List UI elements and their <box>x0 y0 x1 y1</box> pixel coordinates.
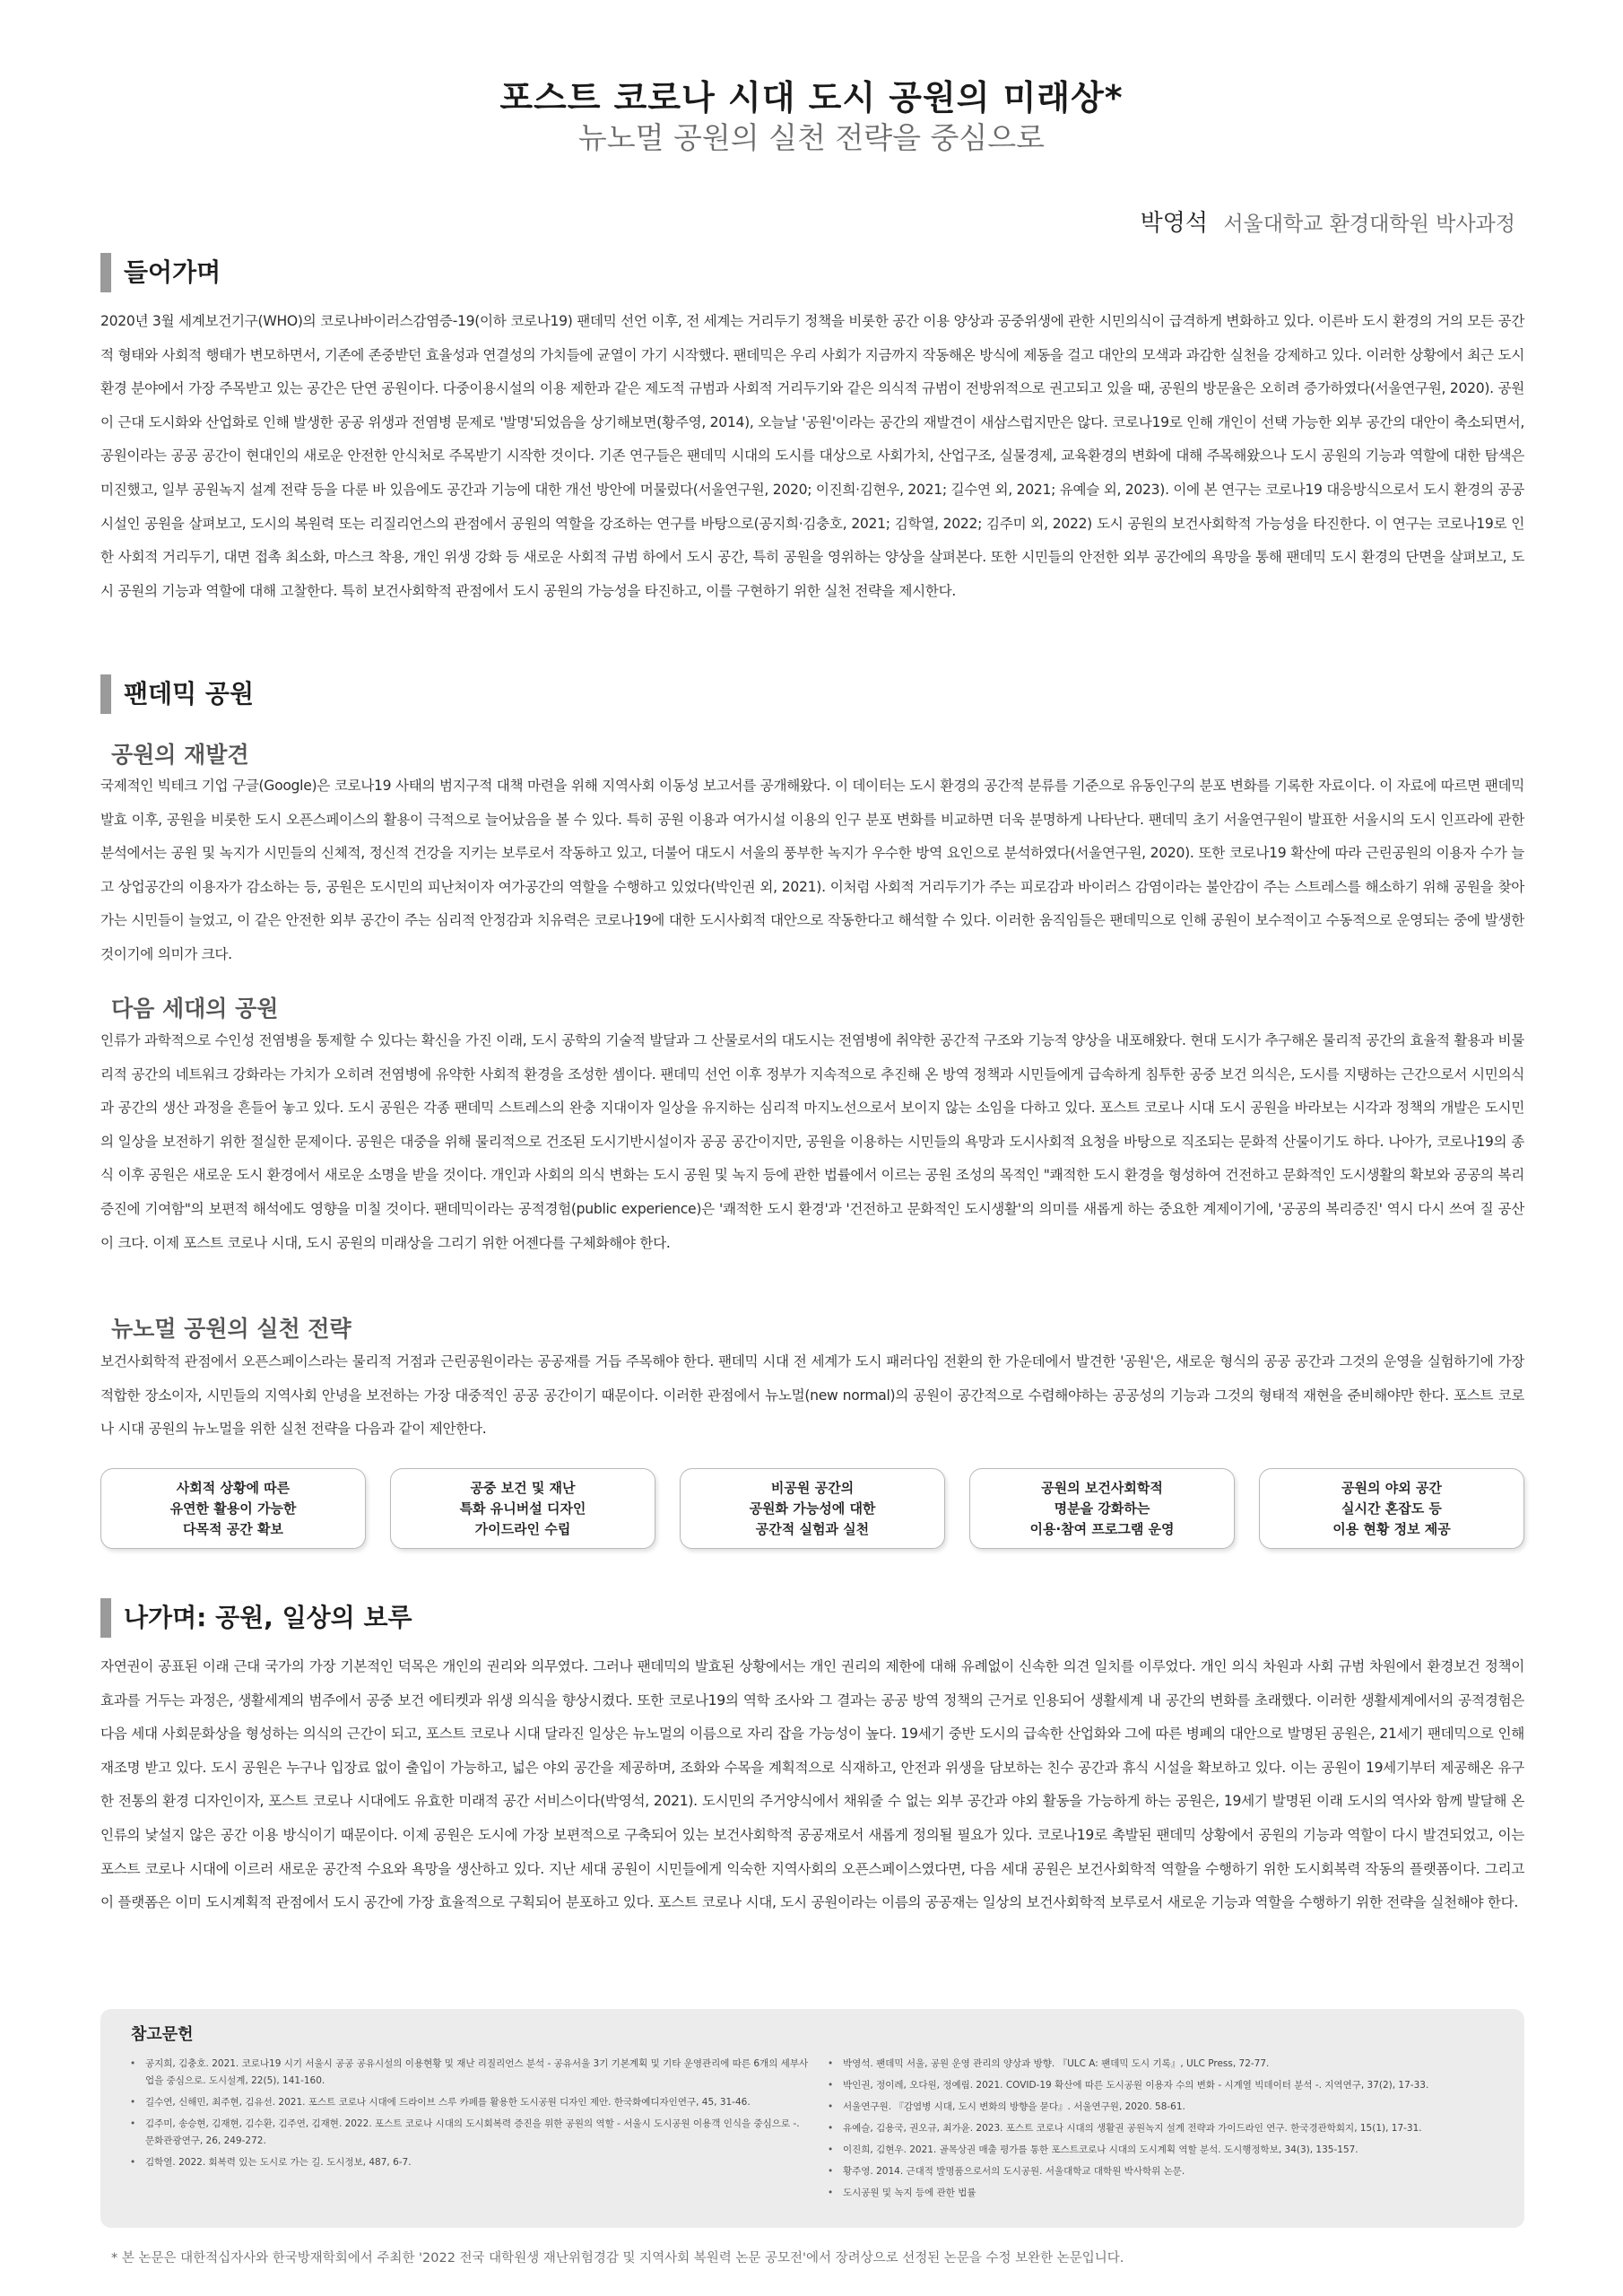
reference-item: • 서울연구원. 『감염병 시대, 도시 변화의 방향을 묻다』. 서울연구원, 2020. 58-61. <box>825 2099 1506 2116</box>
footnote: * 본 논문은 대한적십자사와 한국방재학회에서 주최한 '2022 전국 대학원생 재난위험경감 및 지역사회 복원력 논문 공모전'에서 장려상으로 선정된 논문을 수정 보완한 논문입니다. <box>111 2251 1124 2266</box>
reference-item: • 김주미, 송승현, 김재현, 김수환, 김주연, 김재현. 2022. 포스트 코로나 시대의 도시회복력 증진을 위한 공원의 역할 - 서울시 도시공원 이용객 인식을 중심으로 -. 문화관광연구, 26, 249-272. <box>127 2116 809 2150</box>
subheading-rediscovery: 공원의 재발견 <box>111 742 249 768</box>
section-heading-pandemic: 팬데믹 공원 <box>100 674 254 714</box>
subheading-strategy: 뉴노멀 공원의 실천 전략 <box>111 1316 352 1342</box>
strategy-box: 공원의 보건사회학적 명분을 강화하는 이용·참여 프로그램 운영 <box>969 1468 1235 1549</box>
references-left-column <box>127 2056 809 2176</box>
rediscovery-paragraph: 국제적인 빅테크 기업 구글(Google)은 코로나19 사태의 범지구적 대책 마련을 위해 지역사회 이동성 보고서를 공개해왔다. 이 데이터는 도시 환경의 공간적 분류를 기준으로 유동인구의 분포 변화를 기록한 자료이다. 이 자료에 따르면 팬데믹 발효 이후, 공원을 비롯한 도시 오픈스페이스의 활용이 극적으로 늘어났음을 볼 수 있다. 특히 공원 이용과 여가시설 이용의 인구 분포 변화를 비교하면 더욱 분명하게 나타난다. 팬데믹 초기 서울연구원이 발표한 서울시의 도시 인프라에 관한 분석에서는 공원 및 녹지가 시민들의 신체적, 정신적 건강을 지키는 보루로서 작동하고 있고, 더불어 대도시 서울의 풍부한 녹지가 우수한 방역 요인으로 분석하였다(서울연구원, 2020). 또한 코로나19 확산에 따라 근린공원의 이용자 수가 늘고 상업공간의 이용자가 감소하는 등, 공원은 도시민의 피난처이자 여가공간의 역할을 수행하고 있었다(박인권 외, 2021). 이처럼 사회적 거리두기가 주는 피로감과 바이러스 감염이라는 불안감이 주는 스트레스를 해소하기 위해 공원을 찾아 가는 시민들이 늘었고, 이 같은 안전한 외부 공간이 주는 심리적 안정감과 치유력은 코로나19에 대한 도시사회적 대안으로 작동한다고 해석할 수 있다. 이러한 움직임들은 팬데믹으로 인해 공원이 보수적이고 수동적으로 운영되는 중에 발생한 것이기에 의미가 크다. <box>100 778 1524 962</box>
section-heading-conclusion: 나가며: 공원, 일상의 보루 <box>100 1598 412 1638</box>
reference-item: • 황주영. 2014. 근대적 발명품으로서의 도시공원. 서울대학교 대학원 박사학위 논문. <box>825 2163 1506 2180</box>
references-panel <box>100 2009 1524 2228</box>
reference-item: • 김학열. 2022. 회복력 있는 도시로 가는 길. 도시정보, 487, 6-7. <box>127 2154 809 2171</box>
reference-item: • 길수연, 신해민, 최주현, 김유선. 2021. 포스트 코로나 시대에 드라이브 스루 카페를 활용한 도시공원 디자인 제안. 한국화예디자인연구, 45, 31-46. <box>127 2094 809 2111</box>
references-right-column <box>825 2056 1506 2206</box>
references-title: 참고문헌 <box>131 2025 194 2044</box>
strategy-box: 공원의 야외 공간 실시간 혼잡도 등 이용 현황 정보 제공 <box>1259 1468 1524 1549</box>
paper-title: 포스트 코로나 시대 도시 공원의 미래상* <box>499 78 1124 117</box>
author-line <box>1141 204 1515 238</box>
author-name: 박영석 <box>1140 210 1208 237</box>
intro-paragraph: 2020년 3월 세계보건기구(WHO)의 코로나바이러스감염증-19(이하 코로나19) 팬데믹 선언 이후, 전 세계는 거리두기 정책을 비롯한 공간 이용 양상과 공중위생에 관한 시민의식이 급격하게 변화하고 있다. 이른바 도시 환경의 거의 모든 공간적 형태와 사회적 행태가 변모하면서, 기존에 존중받던 효율성과 연결성의 가치들에 균열이 가기 시작했다. 팬데믹은 우리 사회가 지금까지 작동해온 방식에 제동을 걸고 대안의 모색과 과감한 실천을 강제하고 있다. 이러한 상황에서 최근 도시 환경 분야에서 가장 주목받고 있는 공간은 단연 공원이다. 다중이용시설의 이용 제한과 같은 제도적 규범과 사회적 거리두기와 같은 의식적 규범이 전방위적으로 권고되고 있을 때, 공원의 방문율은 오히려 증가하였다(서울연구원, 2020). 공원이 근대 도시화와 산업화로 인해 발생한 공공 위생과 전염병 문제로 '발명'되었음을 상기해보면(황주영, 2014), 오늘날 '공원'이라는 공간의 재발견이 새삼스럽지만은 않다. 코로나19로 인해 개인이 선택 가능한 외부 공간의 대안이 축소되면서, 공원이라는 공공 공간이 현대인의 새로운 안전한 안식처로 주목받기 시작한 것이다. 기존 연구들은 팬데믹 시대의 도시를 대상으로 사회가치, 산업구조, 실물경제, 교육환경의 변화에 대해 주목해왔으나 도시 공원의 기능과 역할에 대한 탐색은 미진했고, 일부 공원녹지 설계 전략 등을 다룬 바 있음에도 공간과 기능에 대한 개선 방안에 머물렀다(서울연구원, 2020; 이진희·김현우, 2021; 길수연 외, 2021; 유예슬 외, 2023). 이에 본 연구는 코로나19 대응방식으로서 도시 환경의 공공 시설인 공원을 살펴보고, 도시의 복원력 또는 리질리언스의 관점에서 공원의 역할을 강조하는 연구를 바탕으로(공지희·김충호, 2021; 김학열, 2022; 김주미 외, 2022) 도시 공원의 보건사회학적 가능성을 타진한다. 이 연구는 코로나19로 인한 사회적 거리두기, 대면 접촉 최소화, 마스크 착용, 개인 위생 강화 등 새로운 사회적 규범 하에서 도시 공간, 특히 공원을 영위하는 양상을 살펴본다. 또한 시민들의 안전한 외부 공간에의 욕망을 통해 팬데믹 도시 환경의 단면을 살펴보고, 도시 공원의 기능과 역할에 대해 고찰한다. 특히 보건사회학적 관점에서 도시 공원의 가능성을 타진하고, 이를 구현하기 위한 실천 전략을 제시한다. <box>100 313 1524 599</box>
subheading-next-generation: 다음 세대의 공원 <box>111 996 279 1022</box>
strategy-box: 사회적 상황에 따른 유연한 활용이 가능한 다목적 공간 확보 <box>100 1468 366 1549</box>
strategy-boxes <box>100 1468 1524 1551</box>
reference-item: • 박인권, 정이레, 오다원, 정예림. 2021. COVID-19 확산에 따른 도시공원 이용자 수의 변화 - 시계열 빅데이터 분석 -. 지역연구, 37(2), 17-33. <box>825 2077 1506 2094</box>
strategy-box: 공중 보건 및 재난 특화 유니버설 디자인 가이드라인 수립 <box>390 1468 655 1549</box>
next-generation-paragraph: 인류가 과학적으로 수인성 전염병을 통제할 수 있다는 확신을 가진 이래, 도시 공학의 기술적 발달과 그 산물로서의 대도시는 전염병에 취약한 공간적 구조와 기능적 양상을 내포해왔다. 현대 도시가 추구해온 물리적 공간의 효율적 활용과 비물리적 공간의 네트워크 강화라는 가치가 오히려 전염병에 유약한 사회적 환경을 조성한 셈이다. 팬데믹 선언 이후 정부가 지속적으로 추진해 온 방역 정책과 시민들에게 급속하게 침투한 공중 보건 의식은, 도시를 지탱하는 근간으로서 시민의식과 공간의 생산 과정을 흔들어 놓고 있다. 도시 공원은 각종 팬데믹 스트레스의 완충 지대이자 일상을 유지하는 심리적 마지노선으로서 보이지 않는 소임을 다하고 있다. 포스트 코로나 시대 도시 공원을 바라보는 시각과 정책의 개발은 도시민의 일상을 보전하기 위한 절실한 문제이다. 공원은 대중을 위해 물리적으로 건조된 도시기반시설이자 공공 공간이지만, 공원을 이용하는 시민들의 욕망과 도시사회적 요청을 바탕으로 직조되는 문화적 산물이기도 하다. 나아가, 코로나19의 종식 이후 공원은 새로운 도시 환경에서 새로운 소명을 받을 것이다. 개인과 사회의 의식 변화는 도시 공원 및 녹지 등에 관한 법률에서 이르는 공원 조성의 목적인 "쾌적한 도시 환경을 형성하여 건전하고 문화적인 도시생활의 확보와 공공의 복리증진에 기여함"의 보편적 해석에도 영향을 미칠 것이다. 팬데믹이라는 공적경험(public experience)은 '쾌적한 도시 환경'과 '건전하고 문화적인 도시생활'의 의미를 새롭게 하는 중요한 계제이기에, '공공의 복리증진' 역시 다시 쓰여 질 공산이 크다. 이제 포스트 코로나 시대, 도시 공원의 미래상을 그리기 위한 어젠다를 구체화해야 한다. <box>100 1032 1524 1251</box>
strategy-box: 비공원 공간의 공원화 가능성에 대한 공간적 실험과 실천 <box>680 1468 945 1549</box>
paper-subtitle: 뉴노멀 공원의 실천 전략을 중심으로 <box>577 120 1046 155</box>
author-affiliation: 서울대학교 환경대학원 박사과정 <box>1223 213 1515 236</box>
reference-item: • 공지희, 김충호. 2021. 코로나19 시기 서울시 공공 공유시설의 이용현황 및 재난 리질리언스 분석 - 공유서울 3기 기본계획 및 기타 운영관리에 따른 6개의 세부사업을 중심으로. 도시설계, 22(5), 141-160. <box>127 2056 809 2090</box>
reference-item: • 유예슬, 김용국, 권오규, 최가윤. 2023. 포스트 코로나 시대의 생활권 공원녹지 설계 전략과 가이드라인 연구. 한국경관학회지, 15(1), 17-31. <box>825 2120 1506 2137</box>
conclusion-paragraph: 자연권이 공표된 이래 근대 국가의 가장 기본적인 덕목은 개인의 권리와 의무였다. 그러나 팬데믹의 발효된 상황에서는 개인 권리의 제한에 대해 유례없이 신속한 의견 일치를 이루었다. 개인 의식 차원과 사회 규범 차원에서 환경보건 정책이 효과를 거두는 과정은, 생활세계의 범주에서 공중 보건 에티켓과 위생 의식을 향상시켰다. 또한 코로나19의 역학 조사와 그 결과는 공공 방역 정책의 근거로 인용되어 생활세계 내 공간의 변화를 초래했다. 이러한 생활세계에서의 공적경험은 다음 세대 사회문화상을 형성하는 의식의 근간이 되고, 포스트 코로나 시대 달라진 일상은 뉴노멀의 이름으로 자리 잡을 가능성이 높다. 19세기 중반 도시의 급속한 산업화와 그에 따른 병폐의 대안으로 발명된 공원은, 21세기 팬데믹으로 인해 재조명 받고 있다. 도시 공원은 누구나 입장료 없이 출입이 가능하고, 넓은 야외 공간을 제공하며, 조화와 수목을 계획적으로 식재하고, 안전과 위생을 담보하는 친수 공간과 휴식 시설을 확보하고 있다. 이는 공원이 19세기부터 제공해온 유구한 전통의 환경 디자인이자, 포스트 코로나 시대에도 유효한 미래적 공간 서비스이다(박영석, 2021). 도시민의 주거양식에서 채워줄 수 없는 외부 공간과 야외 활동을 가능하게 하는 공원은, 19세기 발명된 이래 도시의 역사와 함께 발달해 온 인류의 낯설지 않은 공간 이용 방식이기 때문이다. 이제 공원은 도시에 가장 보편적으로 구축되어 있는 보건사회학적 공공재로서 새롭게 정의될 필요가 있다. 코로나19로 촉발된 팬데믹 상황에서 공원의 기능과 역할이 다시 발견되었고, 이는 포스트 코로나 시대에 이르러 새로운 공간적 수요와 욕망을 생산하고 있다. 지난 세대 공원이 시민들에게 익숙한 지역사회의 오픈스페이스였다면, 다음 세대 공원은 보건사회학적 역할을 수행하기 위한 도시회복력 작동의 플랫폼이다. 그리고 이 플랫폼은 이미 도시계획적 관점에서 도시 공간에 가장 효율적으로 구획되어 분포하고 있다. 포스트 코로나 시대, 도시 공원이라는 이름의 공공재는 일상의 보건사회학적 보루로서 새로운 기능과 역할을 수행하기 위한 전략을 실천해야 한다. <box>100 1658 1524 1911</box>
reference-item: • 도시공원 및 녹지 등에 관한 법률 <box>825 2185 1506 2202</box>
strategy-paragraph: 보건사회학적 관점에서 오픈스페이스라는 물리적 거점과 근린공원이라는 공공재를 거듭 주목해야 한다. 팬데믹 시대 전 세계가 도시 패러다임 전환의 한 가운데에서 발견한 '공원'은, 새로운 형식의 공공 공간과 그것의 운영을 실험하기에 가장 적합한 장소이자, 시민들의 지역사회 안녕을 보전하는 가장 대중적인 공공 공간이기 때문이다. 이러한 관점에서 뉴노멀(new normal)의 공원이 공간적으로 수렴해야하는 공공성의 기능과 그것의 형태적 재현을 준비해야만 한다. 포스트 코로나 시대 공원의 뉴노멀을 위한 실천 전략을 다음과 같이 제안한다. <box>100 1353 1524 1438</box>
section-heading-intro: 들어가며 <box>100 253 221 292</box>
reference-item: • 이진희, 김현우. 2021. 골목상권 매출 평가를 통한 포스트코로나 시대의 도시계획 역할 분석. 도시행정학보, 34(3), 135-157. <box>825 2142 1506 2159</box>
reference-item: • 박영석. 팬데믹 서울, 공원 운영 관리의 양상과 방향. 『ULC A: 팬데믹 도시 기록』, ULC Press, 72-77. <box>825 2056 1506 2073</box>
